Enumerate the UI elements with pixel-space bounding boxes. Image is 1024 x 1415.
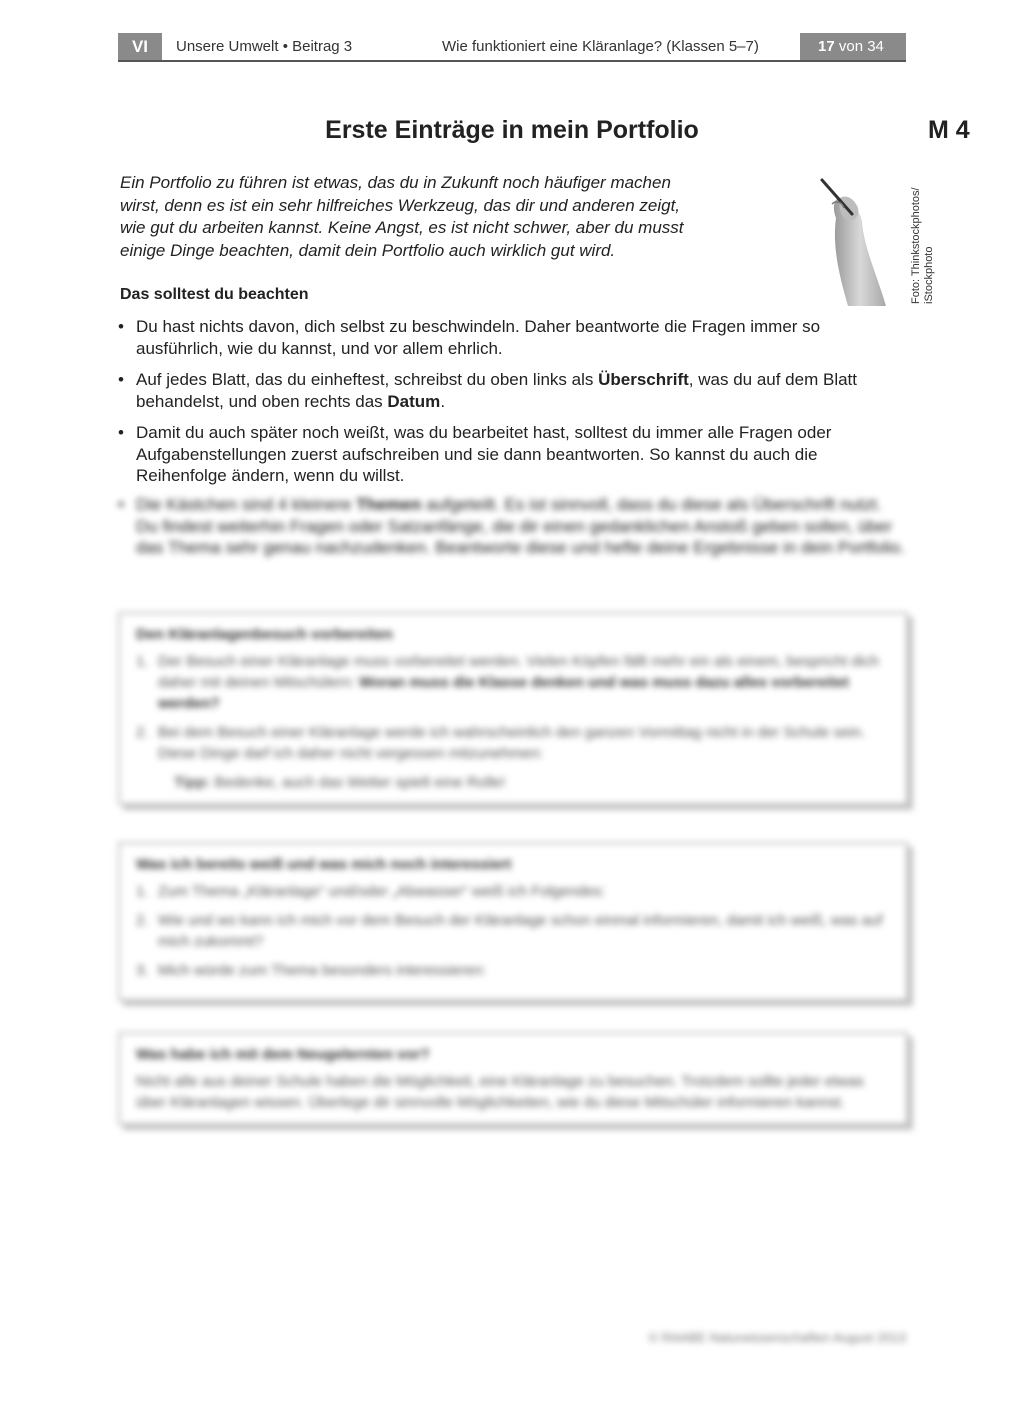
item-number: 1. [136, 883, 149, 900]
box-heading: Den Kläranlagenbesuch vorbereiten [136, 626, 393, 643]
task-box-2 [118, 842, 908, 1001]
series-label: Unsere Umwelt • Beitrag 3 [176, 38, 353, 55]
task-box-3 [118, 1032, 908, 1125]
box-heading: Was habe ich mit dem Neugelernten vor? [136, 1046, 430, 1063]
text-run: Bei dem Besuch einer Kläranlage werde ich wahrscheinlich den ganzen Vormittag nicht in der Schule sein. Diese Dinge darf ich daher nicht vergessen mitzunehmen: [158, 724, 866, 762]
tip-label: Tipp: [174, 774, 211, 791]
header-title: Wie funktioniert eine Kläranlage? (Klassen 5–7) [442, 38, 759, 55]
section-badge: VI [118, 33, 162, 60]
credit-line: Foto: Thinkstockphotos/ [910, 187, 922, 304]
box-item [136, 910, 890, 952]
intro-line: einige Dinge beachten, damit dein Portfolio auch wirklich gut wird. [120, 240, 616, 260]
list-item [118, 494, 906, 559]
box-item [136, 722, 890, 764]
box-item [136, 960, 890, 981]
page-total: von 34 [838, 38, 884, 55]
bold-term: Datum [387, 391, 441, 411]
box-item [136, 881, 890, 902]
bullet-list [118, 316, 906, 485]
item-number: 2. [136, 724, 149, 741]
page-indicator [800, 33, 906, 60]
list-item: • Damit du auch später noch weißt, was du bearbeitet hast, solltest du immer alle Fragen oder Aufgabenstellungen zuerst aufschreiben und sie dann beantworten. So kannst du auch die Reihenfolge ändern, wenn du willst. [118, 422, 906, 465]
text-run: Wie und wo kann ich mich vor dem Besuch der Kläranlage schon einmal informieren, damit ich weiß, was auf mich zukommt? [158, 912, 883, 950]
photo-credit [910, 144, 936, 304]
intro-line: wie gut du arbeiten kannst. Keine Angst, es ist nicht schwer, aber du musst [120, 218, 684, 237]
box-heading: Was ich bereits weiß und was mich noch interessiert [136, 856, 512, 873]
item-number: 2. [136, 912, 149, 929]
text-run: Zum Thema „Kläranlage“ und/oder „Abwasser“ weiß ich Folgendes: [158, 883, 606, 900]
footer-copyright: © RAABE Naturwissenschaften August 2013 [648, 1330, 906, 1345]
box-tip [136, 772, 890, 793]
subheading: Das solltest du beachten [120, 286, 309, 303]
hand-photo [818, 178, 890, 306]
list-item [118, 369, 906, 412]
page-number: 17 [818, 38, 835, 55]
intro-line: wirst, denn es ist ein sehr hilfreiches Werkzeug, das dir und anderen zeigt, [120, 195, 681, 215]
text-run: . [440, 391, 446, 411]
box-item [136, 651, 890, 714]
text-run: Auf jedes Blatt, das du einheftest, schreibst du oben links als [136, 370, 599, 389]
intro-text [120, 172, 742, 262]
bold-term: Woran muss die Klasse denken und was muss dazu alles vorbereitet werden? [158, 674, 849, 712]
text-run: , was du auf dem Blatt behandelst, und oben rechts das [136, 370, 857, 411]
text-run: aufgeteilt. Es ist sinnvoll, dass du diese als Überschrift nutzt. Du findest weiterhin Fragen oder Satzanfänge, die dir einen gedanklichen Anstoß geben sollen, über das Thema sehr genau nachzudenken. Beantworte diese und hefte deine Ergebnisse in dein Portfolio. [136, 495, 905, 557]
material-label: M 4 [928, 116, 970, 144]
item-number: 3. [136, 962, 149, 979]
task-box-1 [118, 612, 908, 805]
blurred-bullet [118, 494, 906, 569]
text-run: Bedenke, auch das Wetter spielt eine Rolle! [210, 774, 506, 791]
bold-term: Themen [356, 495, 422, 514]
list-item: • Du hast nichts davon, dich selbst zu beschwindeln. Daher beantworte die Fragen immer so ausführlich, wie du kannst, und vor allem ehrlich. [118, 316, 906, 359]
box-text: Nicht alle aus deiner Schule haben die Möglichkeit, eine Kläranlage zu besuchen. Trotzdem sollte jeder etwas über Kläranlagen wissen. Überlege dir sinnvolle Möglichkeiten, wie du diese Mitschüler informieren kannst. [136, 1073, 864, 1111]
text-run: Der Besuch einer Kläranlage muss vorbereitet werden. Vielen Köpfen fällt mehr ein als einem, bespricht dich daher mit deinen Mitschülern: [158, 653, 879, 691]
intro-line: Ein Portfolio zu führen ist etwas, das du in Zukunft noch häufiger machen [120, 173, 671, 192]
page-header [118, 33, 906, 62]
text-run: Die Kästchen sind 4 kleinere [136, 495, 357, 514]
bold-term: Überschrift [598, 370, 689, 389]
item-number: 1. [136, 653, 149, 670]
credit-line: iStockphoto [923, 246, 935, 304]
page-title: Erste Einträge in mein Portfolio [325, 116, 699, 144]
text-run: Mich würde zum Thema besonders interessieren: [158, 962, 487, 979]
